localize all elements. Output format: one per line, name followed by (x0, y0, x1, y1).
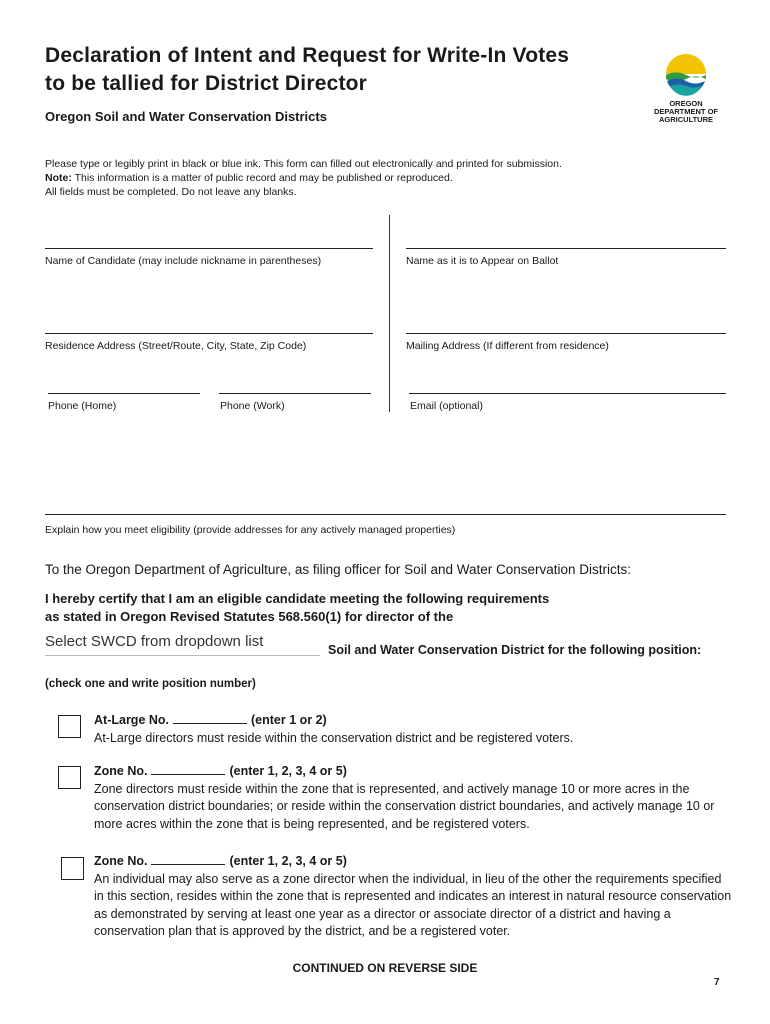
option-zone-1 (94, 763, 734, 833)
candidate-name-field[interactable] (45, 248, 373, 249)
email-label: Email (optional) (410, 400, 483, 412)
note-text: This information is a matter of public record and may be published or reproduced. (71, 172, 453, 184)
instruction-note (45, 171, 562, 185)
at-large-hint: (enter 1 or 2) (251, 713, 327, 727)
eligibility-label: Explain how you meet eligibility (provide addresses for any actively managed properties) (45, 524, 456, 536)
zone-2-hint: (enter 1, 2, 3, 4 or 5) (229, 854, 347, 868)
logo-line-3: AGRICULTURE (658, 115, 714, 124)
swcd-dropdown[interactable]: Select SWCD from dropdown list (45, 633, 320, 656)
phone-work-label: Phone (Work) (220, 400, 285, 412)
instructions (45, 157, 562, 199)
zone-checkbox-2[interactable] (61, 857, 84, 880)
continued-notice: CONTINUED ON REVERSE SIDE (292, 961, 478, 975)
oda-logo-icon (645, 48, 727, 100)
phone-home-field[interactable] (48, 393, 200, 394)
form-subtitle: Oregon Soil and Water Conservation Districts (45, 109, 327, 124)
certify-line-2: as stated in Oregon Revised Statutes 568.560(1) for director of the (45, 609, 454, 624)
residence-address-field[interactable] (45, 333, 373, 334)
logo-line-1: OREGON (669, 99, 703, 108)
email-field[interactable] (409, 393, 726, 394)
eligibility-field[interactable] (45, 514, 726, 515)
at-large-checkbox[interactable] (58, 715, 81, 738)
at-large-number-field[interactable] (173, 713, 247, 724)
zone-2-label: Zone No. (94, 854, 148, 868)
zone-checkbox-1[interactable] (58, 766, 81, 789)
option-at-large-body: At-Large directors must reside within the conservation district and be registered voters. (94, 730, 574, 745)
logo-text (645, 100, 727, 124)
ballot-name-label: Name as it is to Appear on Ballot (406, 255, 559, 267)
title-line-1: Declaration of Intent and Request for Write-In Votes (45, 44, 570, 67)
title-line-2: to be tallied for District Director (45, 72, 368, 95)
option-at-large (94, 712, 734, 747)
instruction-line-1: Please type or legibly print in black or blue ink. This form can filled out electronically and printed for submission. (45, 158, 562, 170)
option-zone-1-body: Zone directors must reside within the zone that is represented, and actively manage 10 or more acres in the conservation district boundaries; or reside within the conservation district boundaries, and actively manage 10 or more acres within the zone that is being represented, and be registered voters. (94, 781, 715, 831)
zone-1-number-field[interactable] (151, 764, 225, 775)
instruction-line-3: All fields must be completed. Do not leave any blanks. (45, 186, 297, 198)
form-title (45, 42, 569, 98)
option-zone-1-heading (94, 763, 734, 781)
ballot-name-field[interactable] (406, 248, 726, 249)
page-number: 7 (714, 977, 720, 988)
zone-1-label: Zone No. (94, 764, 148, 778)
mailing-address-field[interactable] (406, 333, 726, 334)
note-label: Note: (45, 172, 72, 184)
district-suffix: Soil and Water Conservation District for the following position: (328, 643, 702, 657)
phone-home-label: Phone (Home) (48, 400, 117, 412)
certify-line-1: I hereby certify that I am an eligible candidate meeting the following requirements (45, 591, 550, 606)
logo-line-2: DEPARTMENT OF (653, 107, 719, 116)
check-instruction: (check one and write position number) (45, 678, 256, 690)
addressee-text: To the Oregon Department of Agriculture, as filing officer for Soil and Water Conservation Districts: (45, 562, 632, 577)
residence-address-label: Residence Address (Street/Route, City, State, Zip Code) (45, 340, 307, 352)
option-zone-2-body: An individual may also serve as a zone director when the individual, in lieu of the other the requirements specified in this section, resides within the zone that is represented and indicates an interest in natural resource conservation as demonstrated by serving at least one year as a director or associate director of a district and having a conservation plan that is approved by the district, and be a registered voter. (94, 871, 732, 938)
column-divider (389, 215, 390, 412)
option-zone-2-heading (94, 853, 734, 871)
zone-2-number-field[interactable] (151, 854, 225, 865)
candidate-name-label: Name of Candidate (may include nickname in parentheses) (45, 255, 322, 267)
at-large-label: At-Large No. (94, 713, 169, 727)
oda-logo (645, 48, 727, 126)
mailing-address-label: Mailing Address (If different from residence) (406, 340, 609, 352)
option-at-large-heading (94, 712, 734, 730)
zone-1-hint: (enter 1, 2, 3, 4 or 5) (229, 764, 347, 778)
phone-work-field[interactable] (219, 393, 371, 394)
option-zone-2 (94, 853, 734, 941)
